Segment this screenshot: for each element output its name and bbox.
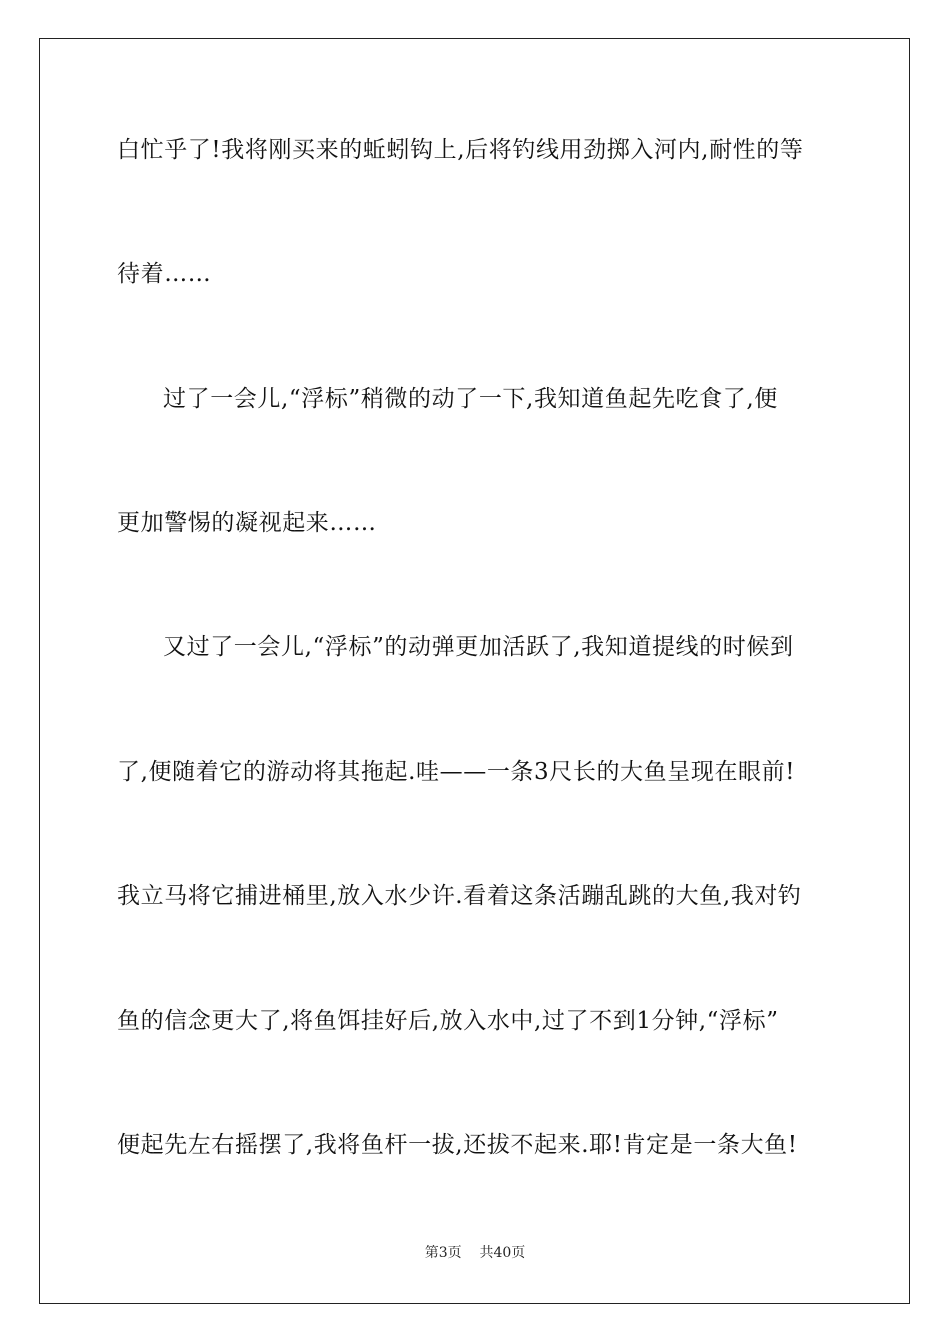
page-border	[39, 38, 910, 1304]
text-line-8: 鱼的信念更大了,将鱼饵挂好后,放入水中,过了不到1分钟,“浮标”	[117, 1008, 779, 1034]
text-line-6: 了,便随着它的游动将其拖起.哇——一条3尺长的大鱼呈现在眼前!	[117, 759, 796, 785]
page-total: 共40页	[479, 1245, 526, 1261]
text-line-2: 待着……	[117, 261, 212, 287]
text-line-9: 便起先左右摇摆了,我将鱼杆一拔,还拔不起来.耶!肯定是一条大鱼!	[117, 1132, 798, 1158]
page-number: 第3页	[424, 1245, 462, 1261]
text-line-1: 白忙乎了!我将刚买来的蚯蚓钩上,后将钓线用劲掷入河内,耐性的等	[117, 137, 804, 163]
text-line-3: 过了一会儿,“浮标”稍微的动了一下,我知道鱼起先吃食了,便	[163, 386, 778, 412]
text-line-5: 又过了一会儿,“浮标”的动弹更加活跃了,我知道提线的时候到	[163, 634, 794, 660]
page-footer	[0, 1244, 950, 1262]
text-line-4: 更加警惕的凝视起来……	[117, 510, 377, 536]
text-line-7: 我立马将它捕进桶里,放入水少许.看着这条活蹦乱跳的大鱼,我对钓	[117, 883, 802, 909]
